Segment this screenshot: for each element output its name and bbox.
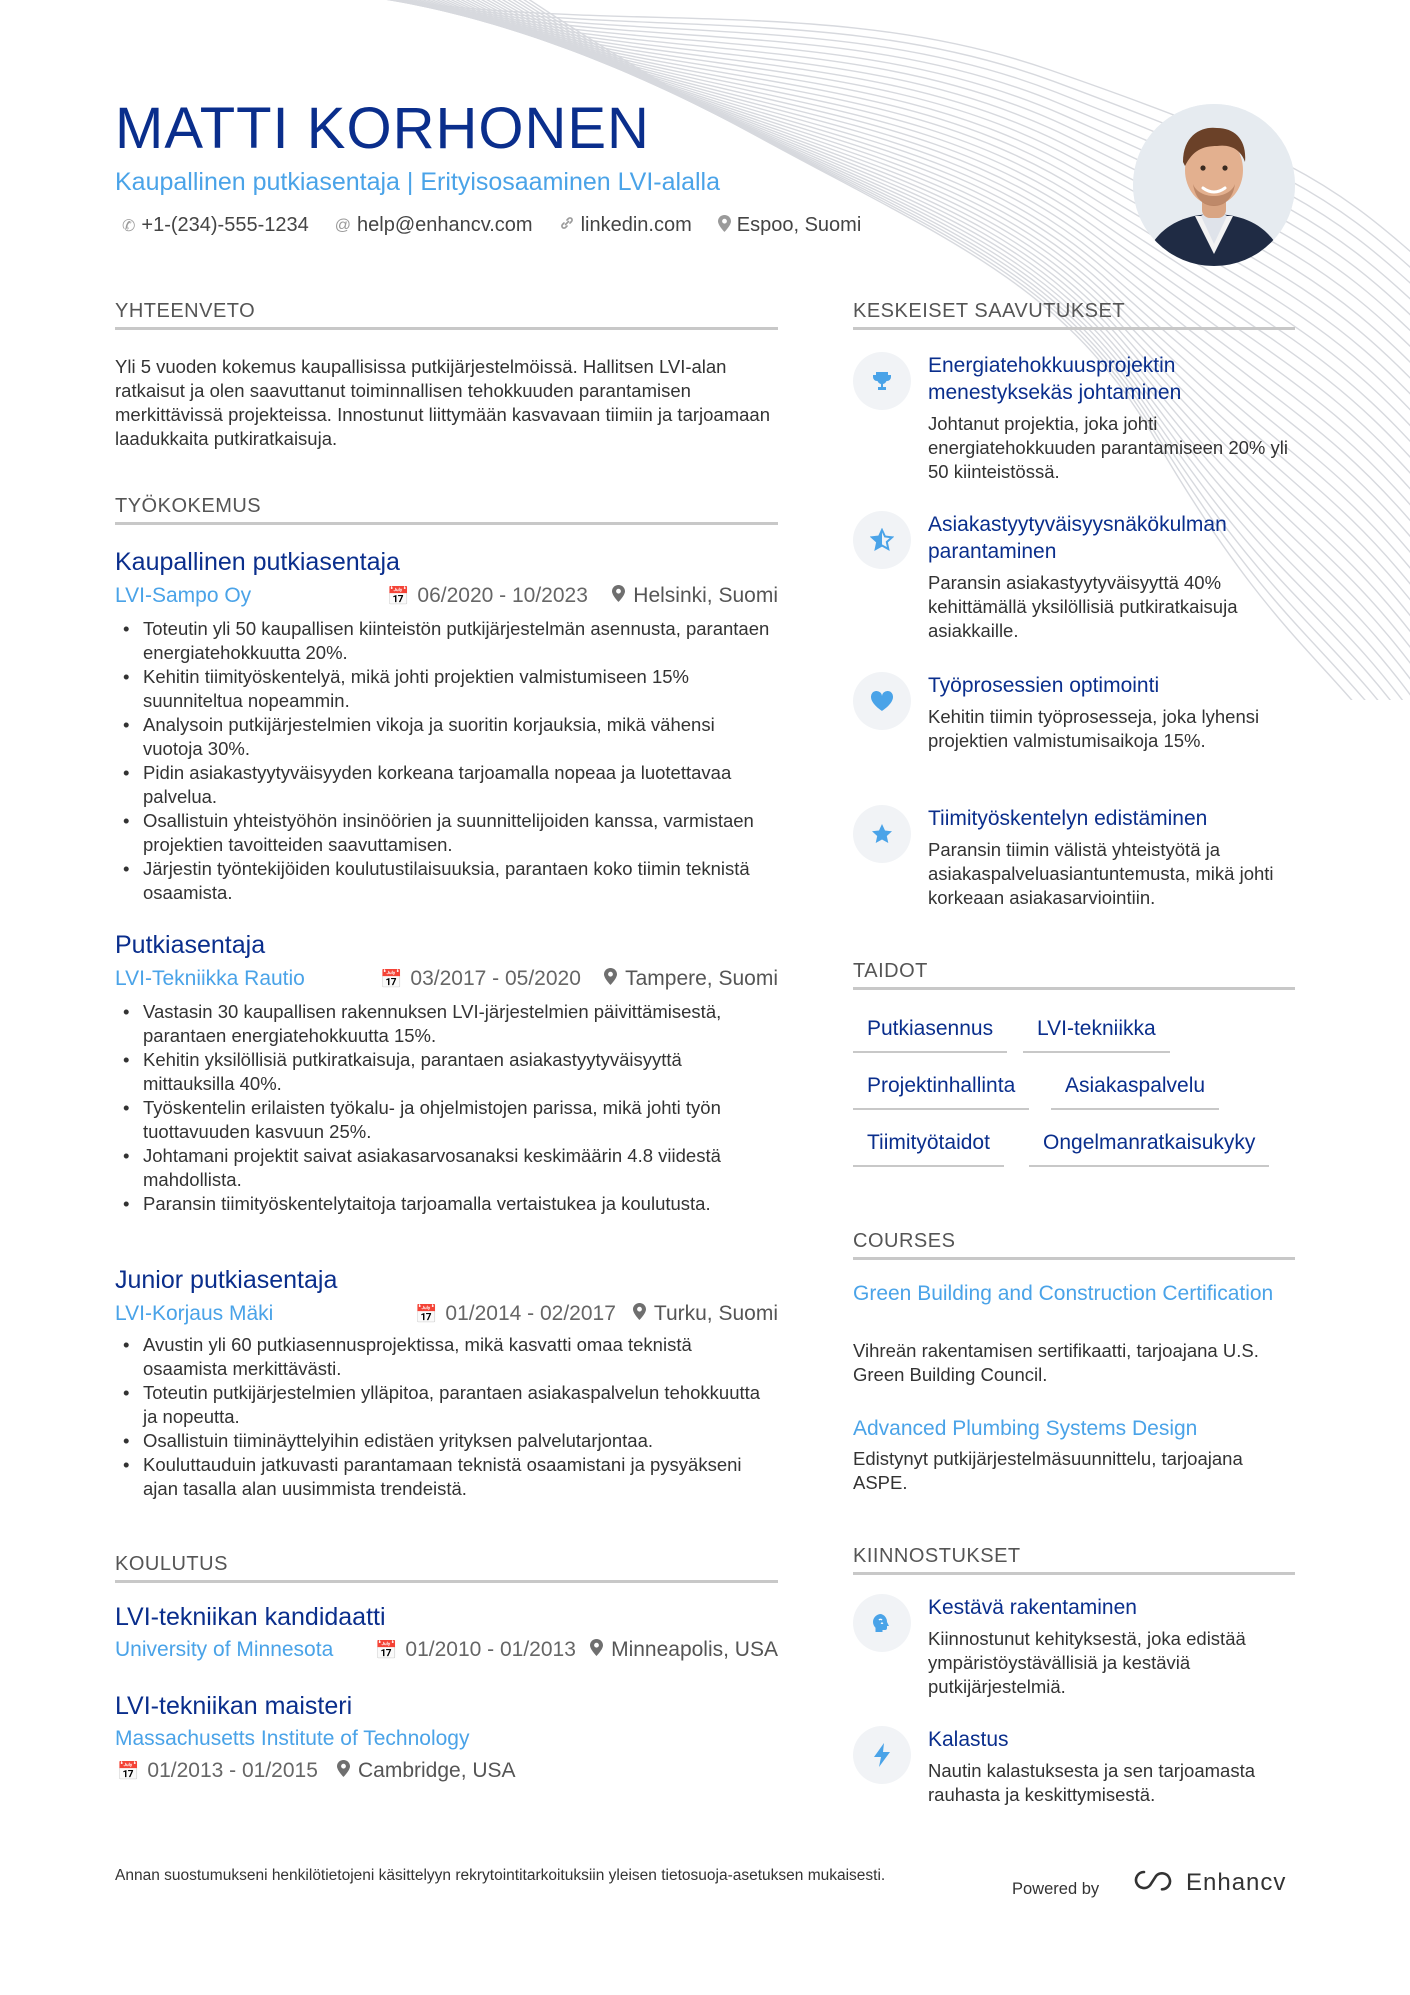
- list-item: • Osallistuin tiiminäyttelyihin edistäen yrityksen palvelutarjontaa.: [115, 1429, 778, 1453]
- education-meta-secondary: [115, 1759, 778, 1789]
- location-pin-icon: [612, 585, 625, 607]
- list-item: • Paransin tiimityöskentelytaitoja tarjoamalla vertaistukea ja koulutusta.: [115, 1192, 778, 1216]
- course-title: Green Building and Construction Certification: [853, 1282, 1274, 1305]
- courses-section-title: COURSES: [853, 1230, 1295, 1260]
- achievements-section-title: KESKEISET SAAVUTUKSET: [853, 300, 1295, 330]
- job-bullets: [115, 1333, 778, 1501]
- list-item: • Kehitin yksilöllisiä putkiratkaisuja, parantaen asiakastyytyväisyyttä mittauksilla 40%.: [115, 1048, 778, 1096]
- job-bullets: [115, 1000, 778, 1216]
- skills-section-title: TAIDOT: [853, 960, 1295, 990]
- interest-title: Kalastus: [928, 1728, 1009, 1751]
- interest-text: Kiinnostunut kehityksestä, joka edistää ympäristöystävällisiä ja kestäviä putkijärjestelmiä.: [928, 1628, 1246, 1697]
- powered-by-label: Powered by: [1012, 1880, 1100, 1898]
- gdpr-consent-text: Annan suostumukseni henkilötietojeni käsittelyyn rekrytointitarkoituksiin yleisen tietosuoja-asetuksen mukaisesti.: [115, 1867, 886, 1884]
- list-item: • Analysoin putkijärjestelmien vikoja ja suoritin korjauksia, mikä vähensi vuotoja 30%.: [115, 713, 778, 761]
- contact-email[interactable]: [335, 214, 533, 237]
- job-bullets: [115, 617, 778, 905]
- list-item: • Pidin asiakastyytyväisyyden korkeana tarjoamalla nopeaa ja luotettavaa palvelua.: [115, 761, 778, 809]
- job-dates: [380, 967, 581, 991]
- at-icon: @: [334, 216, 351, 234]
- list-item: • Vastasin 30 kaupallisen rakennuksen LVI-järjestelmien päivittämisestä, parantaen energiatehokkuutta 15%.: [115, 1000, 778, 1048]
- degree-title: LVI-tekniikan kandidaatti: [115, 1603, 386, 1631]
- school-name: Massachusetts Institute of Technology: [115, 1727, 470, 1750]
- education-dates: [117, 1759, 318, 1783]
- education-location-text: Cambridge, USA: [358, 1759, 516, 1782]
- contact-linkedin-text: linkedin.com: [580, 214, 692, 236]
- enhancv-brand[interactable]: [1130, 1868, 1286, 1897]
- job-company: LVI-Sampo Oy: [115, 584, 252, 607]
- skill-tag: LVI-tekniikka: [1023, 1017, 1170, 1053]
- bolt-icon: [853, 1726, 911, 1784]
- achievement-title: Työprosessien optimointi: [928, 674, 1160, 697]
- course-title: Advanced Plumbing Systems Design: [853, 1417, 1198, 1440]
- calendar-icon: 📅: [375, 1639, 398, 1660]
- location-pin-icon: [604, 968, 617, 990]
- job-location: [633, 1302, 778, 1326]
- summary-section-title: YHTEENVETO: [115, 300, 778, 330]
- phone-icon: ✆: [122, 217, 136, 235]
- education-location: [590, 1638, 778, 1662]
- list-item: • Osallistuin yhteistyöhön insinöörien ja suunnittelijoiden kanssa, varmistaen projektien tavoitteiden saavuttamisen.: [115, 809, 778, 857]
- course-text: Vihreän rakentamisen sertifikaatti, tarjoajana U.S. Green Building Council.: [853, 1340, 1259, 1385]
- job-location-text: Turku, Suomi: [653, 1302, 778, 1325]
- job-title: Putkiasentaja: [115, 931, 266, 959]
- brain-icon: [853, 1594, 911, 1652]
- education-section-title: KOULUTUS: [115, 1553, 778, 1583]
- contact-email-text: help@enhancv.com: [357, 214, 533, 236]
- trophy-icon: [853, 352, 911, 410]
- star-icon: [853, 805, 911, 863]
- location-pin-icon: [337, 1760, 350, 1782]
- list-item: • Avustin yli 60 putkiasennusprojektissa, mikä kasvatti omaa teknistä osaamista merkittävästi.: [115, 1333, 778, 1381]
- calendar-icon: 📅: [117, 1760, 140, 1781]
- interests-section-title: KIINNOSTUKSET: [853, 1545, 1295, 1575]
- job-title: Junior putkiasentaja: [115, 1266, 338, 1294]
- job-dates: [415, 1302, 616, 1326]
- achievement-title: Tiimityöskentelyn edistäminen: [928, 807, 1208, 830]
- job-location-text: Helsinki, Suomi: [633, 584, 778, 607]
- candidate-headline: Kaupallinen putkiasentaja | Erityisosaaminen LVI-alalla: [115, 168, 720, 196]
- job-company: LVI-Tekniikka Rautio: [115, 967, 305, 990]
- location-pin-icon: [633, 1303, 646, 1325]
- contact-phone[interactable]: [122, 214, 309, 237]
- location-pin-icon: [590, 1639, 603, 1661]
- skill-tag: Asiakaspalvelu: [1051, 1074, 1219, 1110]
- summary-text: Yli 5 vuoden kokemus kaupallisissa putkijärjestelmöissä. Hallitsen LVI-alan ratkaisut ja olen saavuttanut toiminnallisen tehokkuuden parantamisen merkittävissä projekteissa. Innostunut liittymään kasvavaan tiimiin ja tarjoamaan laadukkaita putkiratkaisuja.: [115, 356, 770, 449]
- contact-location: [718, 214, 862, 237]
- list-item: • Työskentelin erilaisten työkalu- ja ohjelmistojen parissa, mikä johti työn tuottavuuden kasvuun 25%.: [115, 1096, 778, 1144]
- job-title: Kaupallinen putkiasentaja: [115, 548, 400, 576]
- list-item: • Kehitin tiimityöskentelyä, mikä johti projektien valmistumiseen 15% suunniteltua nopeammin.: [115, 665, 778, 713]
- candidate-name: MATTI KORHONEN: [115, 96, 650, 161]
- job-location-text: Tampere, Suomi: [625, 967, 778, 990]
- education-dates: [375, 1638, 576, 1662]
- job-dates: [387, 584, 588, 608]
- star-half-icon: [853, 511, 911, 569]
- heart-icon: [853, 672, 911, 730]
- school-name: University of Minnesota: [115, 1638, 334, 1661]
- education-dates-text: 01/2010 - 01/2013: [405, 1638, 576, 1661]
- enhancv-logo-icon: [1130, 1868, 1176, 1897]
- list-item: • Toteutin putkijärjestelmien ylläpitoa, parantaen asiakaspalvelun tehokkuutta ja nopeutta.: [115, 1381, 778, 1429]
- list-item: • Järjestin työntekijöiden koulutustilaisuuksia, parantaen koko tiimin teknistä osaamista.: [115, 857, 778, 905]
- interest-title: Kestävä rakentaminen: [928, 1596, 1137, 1619]
- wave-line: [442, 0, 1410, 580]
- profile-photo: [1133, 104, 1295, 266]
- degree-title: LVI-tekniikan maisteri: [115, 1692, 353, 1720]
- job-meta: [115, 967, 778, 997]
- interest-text: Nautin kalastuksesta ja sen tarjoamasta rauhasta ja keskittymisestä.: [928, 1760, 1256, 1805]
- experience-section-title: TYÖKOKEMUS: [115, 495, 778, 525]
- job-company: LVI-Korjaus Mäki: [115, 1302, 274, 1325]
- education-location: [337, 1759, 516, 1783]
- achievement-text: Johtanut projektia, joka johti energiatehokkuuden parantamiseen 20% yli 50 kiinteistössä.: [928, 413, 1288, 482]
- achievement-title: Energiatehokkuusprojektin menestyksekäs johtaminen: [928, 354, 1182, 404]
- achievement-text: Paransin asiakastyytyväisyyttä 40% kehittämällä yksilöllisiä putkiratkaisuja asiakkaille.: [928, 572, 1238, 641]
- skill-tag: Projektinhallinta: [853, 1074, 1029, 1110]
- achievement-title: Asiakastyytyväisyysnäkökulman parantaminen: [928, 513, 1227, 563]
- link-icon: [559, 215, 575, 236]
- location-pin-icon: [718, 215, 731, 237]
- education-meta: [115, 1638, 778, 1668]
- list-item: • Toteutin yli 50 kaupallisen kiinteistön putkijärjestelmän asennusta, parantaen energiatehokkuutta 20%.: [115, 617, 778, 665]
- skill-tag: Putkiasennus: [853, 1017, 1007, 1053]
- calendar-icon: 📅: [387, 585, 410, 606]
- calendar-icon: 📅: [415, 1303, 438, 1324]
- calendar-icon: 📅: [380, 968, 403, 989]
- education-location-text: Minneapolis, USA: [611, 1638, 778, 1661]
- education-dates-text: 01/2013 - 01/2015: [147, 1759, 318, 1782]
- contact-linkedin[interactable]: [559, 214, 692, 237]
- list-item: • Kouluttauduin jatkuvasti parantamaan teknistä osaamistani ja pysyäkseni ajan tasalla alan uusimmista trendeistä.: [115, 1453, 778, 1501]
- list-item: • Johtamani projektit saivat asiakasarvosanaksi keskimäärin 4.8 viidestä mahdollista.: [115, 1144, 778, 1192]
- brand-name: Enhancv: [1186, 1868, 1287, 1896]
- achievement-text: Paransin tiimin välistä yhteistyötä ja asiakaspalveluasiantuntemusta, mikä johti korkeaan asiakasarviointiin.: [928, 839, 1274, 908]
- education-meta: [115, 1727, 778, 1757]
- contact-list: [122, 214, 861, 237]
- contact-phone-text: +1-(234)-555-1234: [141, 214, 309, 236]
- job-dates-text: 01/2014 - 02/2017: [445, 1302, 616, 1325]
- job-location: [612, 584, 778, 608]
- contact-location-text: Espoo, Suomi: [736, 214, 862, 236]
- skill-tag: Tiimityötaidot: [853, 1131, 1004, 1167]
- job-dates-text: 03/2017 - 05/2020: [410, 967, 581, 990]
- job-location: [604, 967, 778, 991]
- course-text: Edistynyt putkijärjestelmäsuunnittelu, tarjoajana ASPE.: [853, 1448, 1243, 1493]
- job-meta: [115, 584, 778, 614]
- skill-tag: Ongelmanratkaisukyky: [1029, 1131, 1269, 1167]
- achievement-text: Kehitin tiimin työprosesseja, joka lyhensi projektien valmistumisaikoja 15%.: [928, 706, 1260, 751]
- job-dates-text: 06/2020 - 10/2023: [417, 584, 588, 607]
- job-meta: [115, 1302, 778, 1332]
